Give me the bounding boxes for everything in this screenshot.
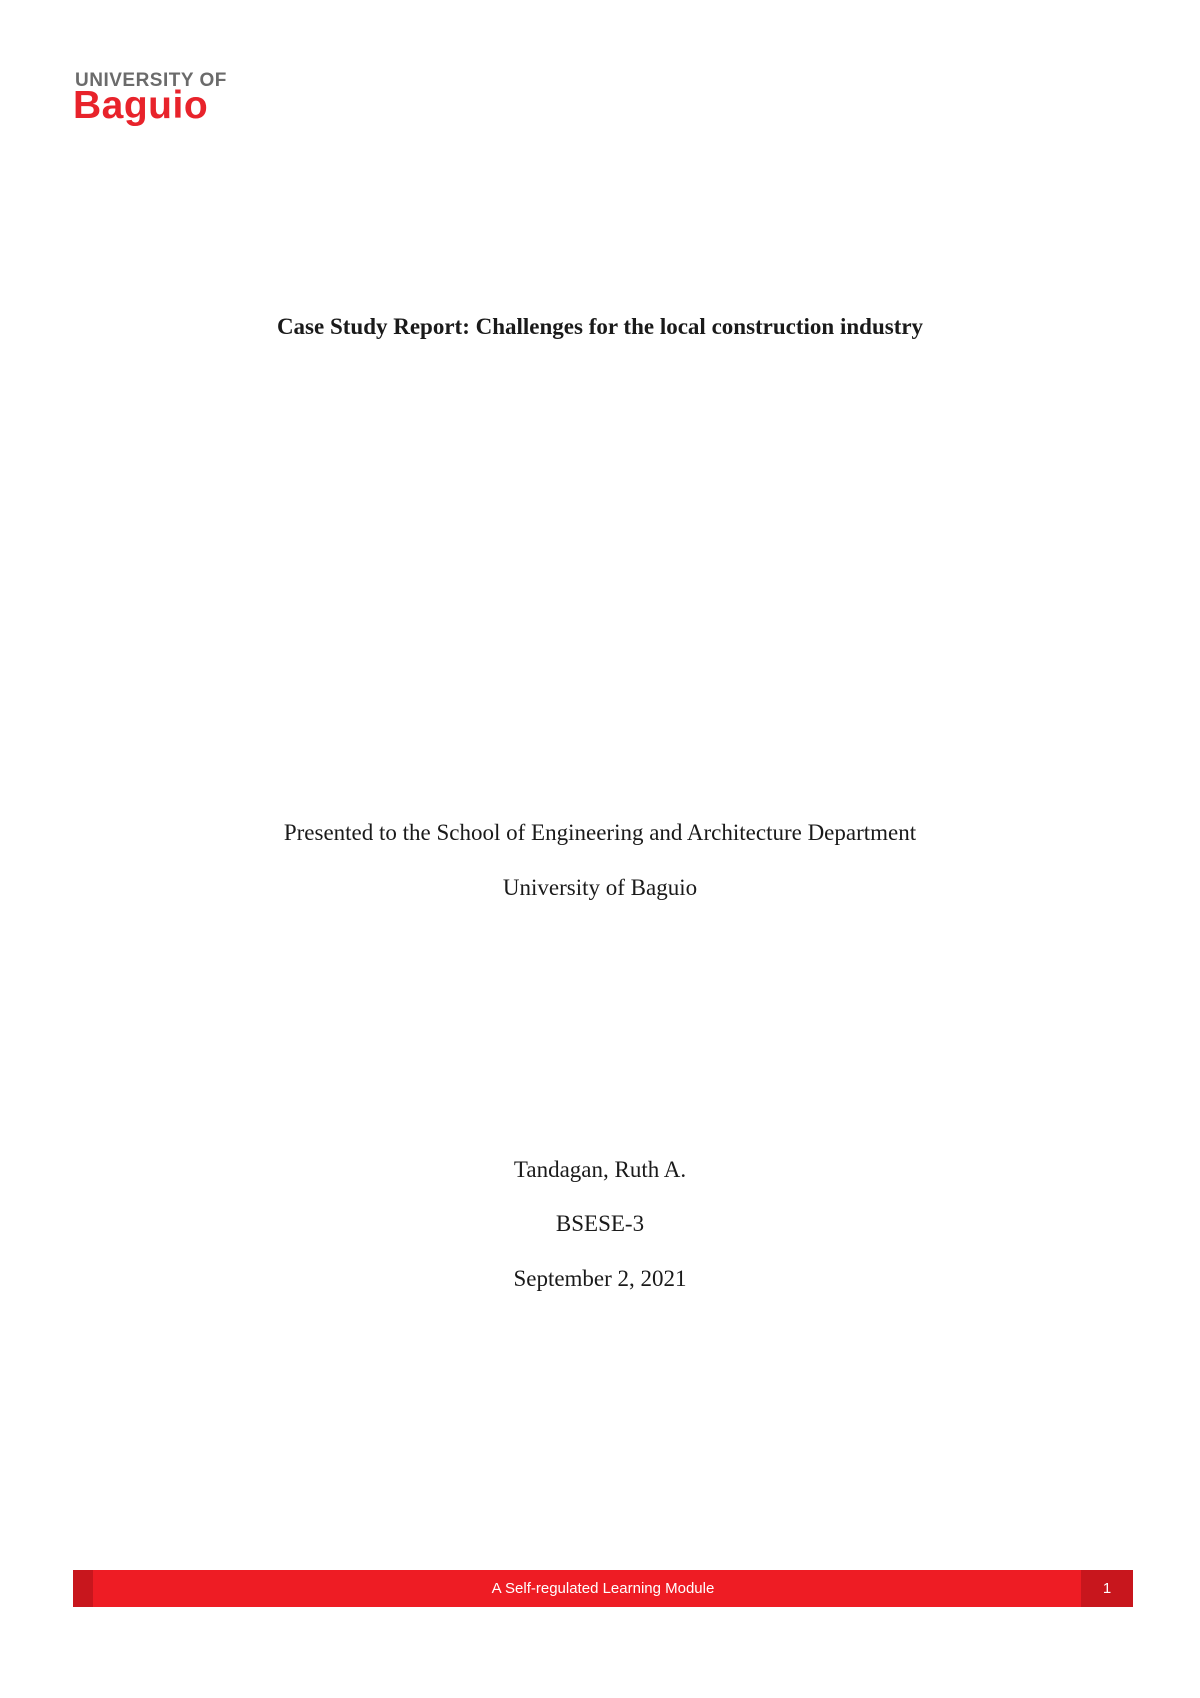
program-line: BSESE-3 <box>555 1211 645 1236</box>
author-name: Tandagan, Ruth A. <box>513 1157 687 1182</box>
footer-bar <box>73 1570 1133 1607</box>
logo-text-baguio: Baguio <box>73 84 209 127</box>
footer-module-label: A Self-regulated Learning Module <box>491 1580 715 1597</box>
footer-page-number: 1 <box>1102 1580 1112 1597</box>
institution-line: University of Baguio <box>502 875 698 900</box>
university-logo <box>73 70 263 130</box>
date-line: September 2, 2021 <box>513 1266 687 1291</box>
logo-text-university-of: UNIVERSITY OF <box>75 70 227 91</box>
document-title: Case Study Report: Challenges for the local construction industry <box>276 314 924 339</box>
presented-to-line: Presented to the School of Engineering and Architecture Department <box>283 820 917 845</box>
